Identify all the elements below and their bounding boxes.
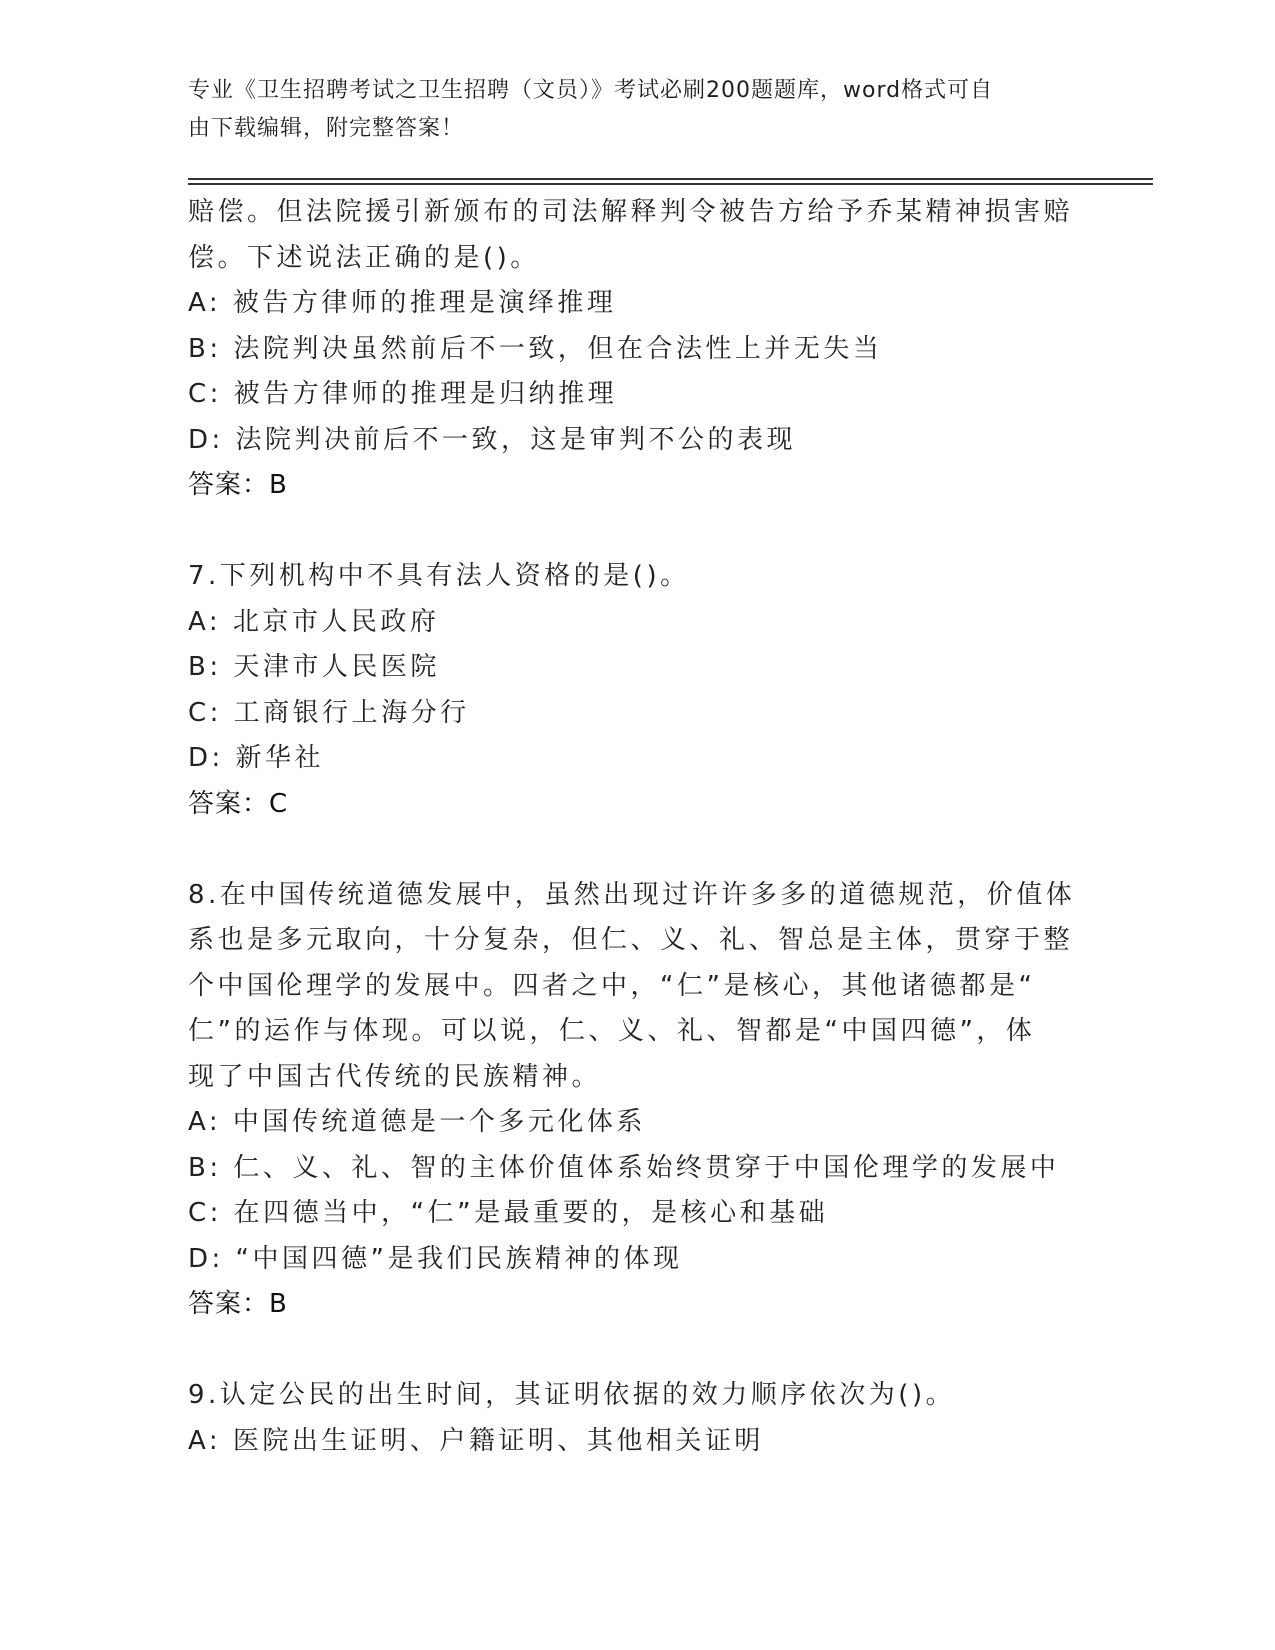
- spacer: [188, 509, 1088, 555]
- option-c: C: 工商银行上海分行: [188, 697, 470, 728]
- option-b: B: 仁、义、礼、智的主体价值体系始终贯穿于中国伦理学的发展中: [188, 1152, 1060, 1183]
- question-6: [188, 190, 1088, 509]
- option-d: D: 法院判决前后不一致，这是审判不公的表现: [188, 424, 797, 455]
- document-body: [188, 190, 1088, 1464]
- question-stem-line: 赔偿。但法院援引新颁布的司法解释判令被告方给予乔某精神损害赔: [188, 197, 1074, 227]
- document-header: [188, 72, 1068, 148]
- question-stem-line: 个中国伦理学的发展中。四者之中，“仁”是核心，其他诸德都是“: [188, 970, 1036, 1001]
- option-d: D: 新华社: [188, 743, 325, 773]
- option-a: A: 被告方律师的推理是演绎推理: [188, 288, 617, 318]
- option-b: B: 法院判决虽然前后不一致，但在合法性上并无失当: [188, 333, 883, 364]
- spacer: [188, 1328, 1088, 1374]
- option-a: A: 医院出生证明、户籍证明、其他相关证明: [188, 1425, 764, 1456]
- header-rule-bottom: [188, 183, 1153, 185]
- question-stem-line: 偿。下述说法正确的是()。: [188, 242, 540, 273]
- header-rule-top: [188, 178, 1153, 180]
- question-stem-line: 仁”的运作与体现。可以说，仁、义、礼、智都是“中国四德”，体: [188, 1016, 1036, 1046]
- answer-line: 答案：B: [188, 470, 288, 500]
- question-8: [188, 873, 1088, 1328]
- option-d: D: “中国四德”是我们民族精神的体现: [188, 1243, 683, 1274]
- question-7: [188, 554, 1088, 827]
- option-c: C: 被告方律师的推理是归纳推理: [188, 379, 618, 409]
- answer-line: 答案：B: [188, 1289, 288, 1319]
- question-stem-line: 8.在中国传统道德发展中，虽然出现过许许多多的道德规范，价值体: [188, 879, 1076, 910]
- option-c: C: 在四德当中，“仁”是最重要的，是核心和基础: [188, 1198, 829, 1228]
- option-a: A: 中国传统道德是一个多元化体系: [188, 1107, 646, 1137]
- question-9: [188, 1373, 1088, 1464]
- spacer: [188, 827, 1088, 873]
- question-stem-line: 9.认定公民的出生时间，其证明依据的效力顺序依次为()。: [188, 1380, 956, 1410]
- question-stem-line: 7.下列机构中不具有法人资格的是()。: [188, 561, 690, 591]
- question-stem-line: 系也是多元取向，十分复杂，但仁、义、礼、智总是主体，贯穿于整: [188, 925, 1074, 955]
- header-line-1: 专业《卫生招聘考试之卫生招聘（文员）》考试必刷200题题库，word格式可自: [188, 78, 994, 103]
- answer-line: 答案：C: [188, 788, 289, 819]
- question-stem-line: 现了中国古代传统的民族精神。: [188, 1061, 602, 1092]
- option-b: B: 天津市人民医院: [188, 652, 440, 682]
- header-line-2: 由下载编辑，附完整答案！: [188, 116, 465, 141]
- option-a: A: 北京市人民政府: [188, 606, 440, 637]
